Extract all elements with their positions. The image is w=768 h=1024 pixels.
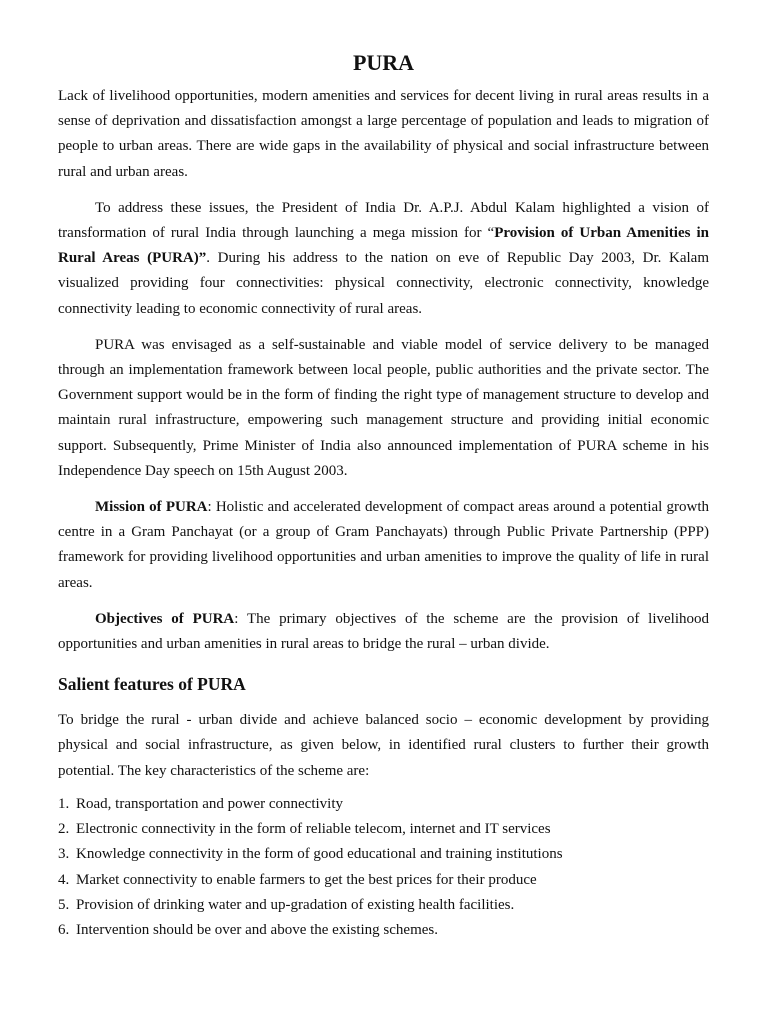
- vision-bold-text: Provision of Urban Amenities in Rural Areas (PURA)”: [58, 225, 710, 267]
- list-item-number: 1.: [58, 795, 70, 812]
- list-item-text: Electronic connectivity in the form of reliable telecom, internet and IT services: [76, 821, 551, 838]
- intro-paragraph: Lack of livelihood opportunities, modern amenities and services for decent living in rural areas results in a sense of deprivation and dissatisfaction amongst a large percentage of population and leads to migration of people to urban areas. There are wide gaps in the availability of physical and social infrastructure between rural and urban areas.: [58, 88, 709, 180]
- objectives-label: Objectives of PURA: [95, 610, 235, 627]
- list-item-text: Provision of drinking water and up-gradation of existing health facilities.: [76, 897, 515, 914]
- salient-features-heading: Salient features of PURA: [58, 674, 246, 695]
- list-item-number: 4.: [58, 871, 70, 888]
- list-item-text: Knowledge connectivity in the form of good educational and training institutions: [76, 846, 563, 863]
- list-item-number: 5.: [58, 897, 70, 914]
- objectives-text: : The primary objectives of the scheme are the provision of livelihood opportunities and urban amenities in rural areas to bridge the rural – urban divide.: [58, 610, 710, 653]
- mission-paragraph: [58, 495, 709, 596]
- list-item: [58, 918, 709, 943]
- salient-intro-paragraph: To bridge the rural - urban divide and achieve balanced socio – economic development by providing physical and social infrastructure, as given below, in identified rural clusters to further their growth potential. The key characteristics of the scheme are:: [58, 712, 709, 779]
- list-item-number: 6.: [58, 922, 70, 939]
- list-item: [58, 817, 709, 842]
- list-item-number: 2.: [58, 821, 70, 838]
- list-item: [58, 868, 709, 893]
- list-item: [58, 893, 709, 918]
- mission-label: Mission of PURA: [95, 499, 208, 516]
- list-item-number: 3.: [58, 846, 70, 863]
- page-title: PURA: [352, 50, 415, 75]
- features-list: [58, 792, 709, 944]
- vision-paragraph: [58, 196, 709, 322]
- list-item: [58, 792, 709, 817]
- mission-text: : Holistic and accelerated development of compact areas around a potential growth centre in a Gram Panchayat (or a group of Gram Panchayats) through Public Private Partnership (PPP) framework for providing livelihood opportunities and urban amenities to improve the quality of life in rural areas.: [58, 499, 709, 591]
- list-item-text: Road, transportation and power connectivity: [76, 795, 344, 812]
- vision-text-after: . During his address to the nation on eve of Republic Day 2003, Dr. Kalam visualized providing four connectivities: physical connectivity, electronic connectivity, knowledge connectivity leading to economic connectivity of rural areas.: [58, 250, 709, 317]
- list-item: [58, 842, 709, 867]
- objectives-paragraph: [58, 607, 709, 657]
- list-item-text: Intervention should be over and above the existing schemes.: [76, 922, 438, 939]
- model-paragraph: PURA was envisaged as a self-sustainable and viable model of service delivery to be managed through an implementation framework between local people, public authorities and the private sector. The Government support would be in the form of finding the right type of management structure to develop and maintain rural infrastructure, empowering such management structure and providing initial economic support. Subsequently, Prime Minister of India also announced implementation of PURA scheme in his Independence Day speech on 15th August 2003.: [58, 336, 709, 479]
- vision-text-before: To address these issues, the President of India Dr. A.P.J. Abdul Kalam highlighted a vision of transformation of rural India through launching a mega mission for “: [58, 199, 709, 242]
- list-item-text: Market connectivity to enable farmers to get the best prices for their produce: [76, 871, 537, 888]
